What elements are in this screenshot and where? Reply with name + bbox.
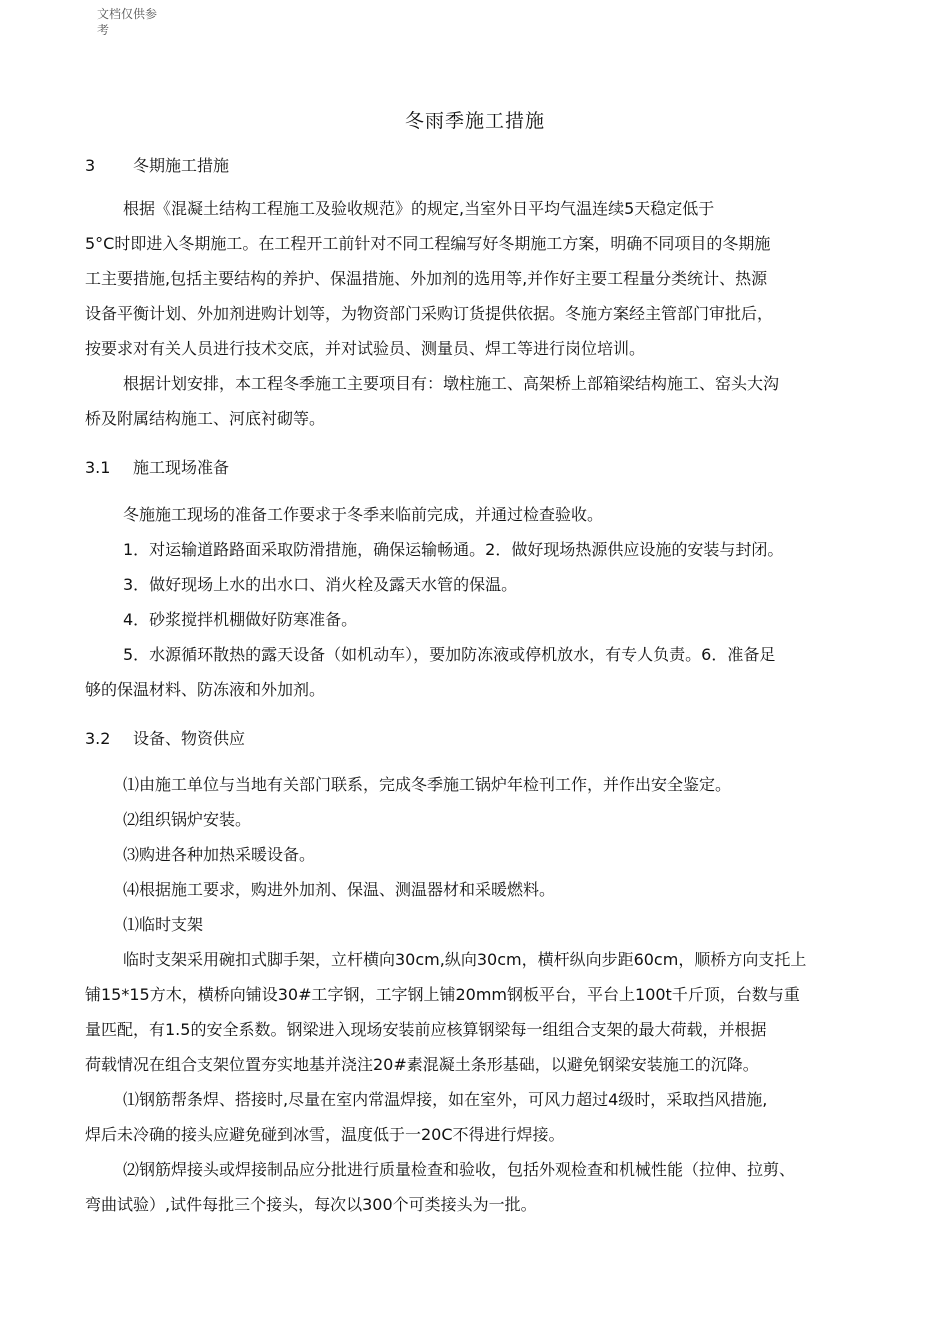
list-item: 3．做好现场上水的出水口、消火栓及露天水管的保温。 — [123, 575, 518, 594]
section-title: 施工现场准备 — [133, 458, 230, 477]
paragraph-line: 临时支架采用碗扣式脚手架，立杆横向30cm,纵向30cm，横杆纵向步距60cm，顺桥方向支托上 — [123, 950, 807, 969]
list-item: ⑷根据施工要求，购进外加剂、保温、测温器材和采暖燃料。 — [123, 880, 556, 899]
paragraph-line: 设备平衡计划、外加剂进购计划等，为物资部门采购订货提供依据。冬施方案经主管部门审批后， — [85, 304, 774, 323]
paragraph-line: ⑴钢筋帮条焊、搭接时,尽量在室内常温焊接，如在室外，可风力超过4级时，采取挡风措施, — [123, 1090, 768, 1109]
section-number: 3 — [85, 156, 96, 175]
paragraph-line: 根据《混凝土结构工程施工及验收规范》的规定,当室外日平均气温连续5天稳定低于 — [123, 199, 715, 218]
section-title: 冬期施工措施 — [133, 156, 230, 175]
section-3-heading — [85, 148, 881, 183]
list-item: ⑵组织锅炉安装。 — [123, 810, 252, 829]
list-item: 4．砂浆搅拌机棚做好防寒准备。 — [123, 610, 358, 629]
paragraph-line: 根据计划安排，本工程冬季施工主要项目有：墩柱施工、高架桥上部箱梁结构施工、窑头大沟 — [123, 374, 780, 393]
paragraph-line: ⑵钢筋焊接头或焊接制品应分批进行质量检查和验收，包括外观检查和机械性能（拉伸、拉剪、 — [123, 1160, 796, 1179]
paragraph-line: 量匹配，有1.5的安全系数。钢梁进入现场安装前应核算钢梁每一组组合支架的最大荷载，并根据 — [85, 1020, 767, 1039]
paragraph-line: 5°C时即进入冬期施工。在工程开工前针对不同工程编写好冬期施工方案，明确不同项目的冬期施 — [85, 234, 771, 253]
watermark-text — [97, 6, 187, 38]
section-number: 3.2 — [85, 729, 111, 748]
paragraph-line: 弯曲试验）,试件每批三个接头，每次以300个可类接头为一批。 — [85, 1195, 537, 1214]
section-3-2-heading — [85, 721, 881, 756]
watermark-line: 考 — [97, 23, 110, 37]
paragraph-line: 按要求对有关人员进行技术交底，并对试验员、测量员、焊工等进行岗位培训。 — [85, 339, 646, 358]
list-item: 5．水源循环散热的露天设备（如机动车），要加防冻液或停机放水，有专人负责。6．准备足 — [123, 645, 776, 664]
watermark-line: 文档仅供参 — [97, 7, 158, 21]
paragraph-line: 工主要措施,包括主要结构的养护、保温措施、外加剂的选用等,并作好主要工程量分类统计、热源 — [85, 269, 768, 288]
list-item: 1．对运输道路路面采取防滑措施，确保运输畅通。2．做好现场热源供应设施的安装与封闭。 — [123, 540, 784, 559]
section-number: 3.1 — [85, 458, 111, 477]
paragraph-line: 桥及附属结构施工、河底衬砌等。 — [85, 409, 326, 428]
paragraph-line: 荷载情况在组合支架位置夯实地基并浇注20#素混凝土条形基础，以避免钢梁安装施工的沉降。 — [85, 1055, 759, 1074]
list-item: ⑴临时支架 — [123, 915, 204, 934]
paragraph-line: 冬施施工现场的准备工作要求于冬季来临前完成，并通过检查验收。 — [123, 505, 604, 524]
list-item: 够的保温材料、防冻液和外加剂。 — [85, 680, 326, 699]
section-3-1-heading — [85, 450, 881, 485]
paragraph-line: 铺15*15方木，横桥向铺设30#工字钢，工字钢上铺20mm钢板平台，平台上100t千斤顶，台数与重 — [85, 985, 800, 1004]
page-title: 冬雨季施工措施 — [404, 110, 545, 132]
paragraph-line: 焊后未冷确的接头应避免碰到冰雪，温度低于一20C不得进行焊接。 — [85, 1125, 565, 1144]
section-title: 设备、物资供应 — [133, 729, 246, 748]
list-item: ⑴由施工单位与当地有关部门联系，完成冬季施工锅炉年检刊工作，并作出安全鉴定。 — [123, 775, 732, 794]
list-item: ⑶购进各种加热采暖设备。 — [123, 845, 316, 864]
